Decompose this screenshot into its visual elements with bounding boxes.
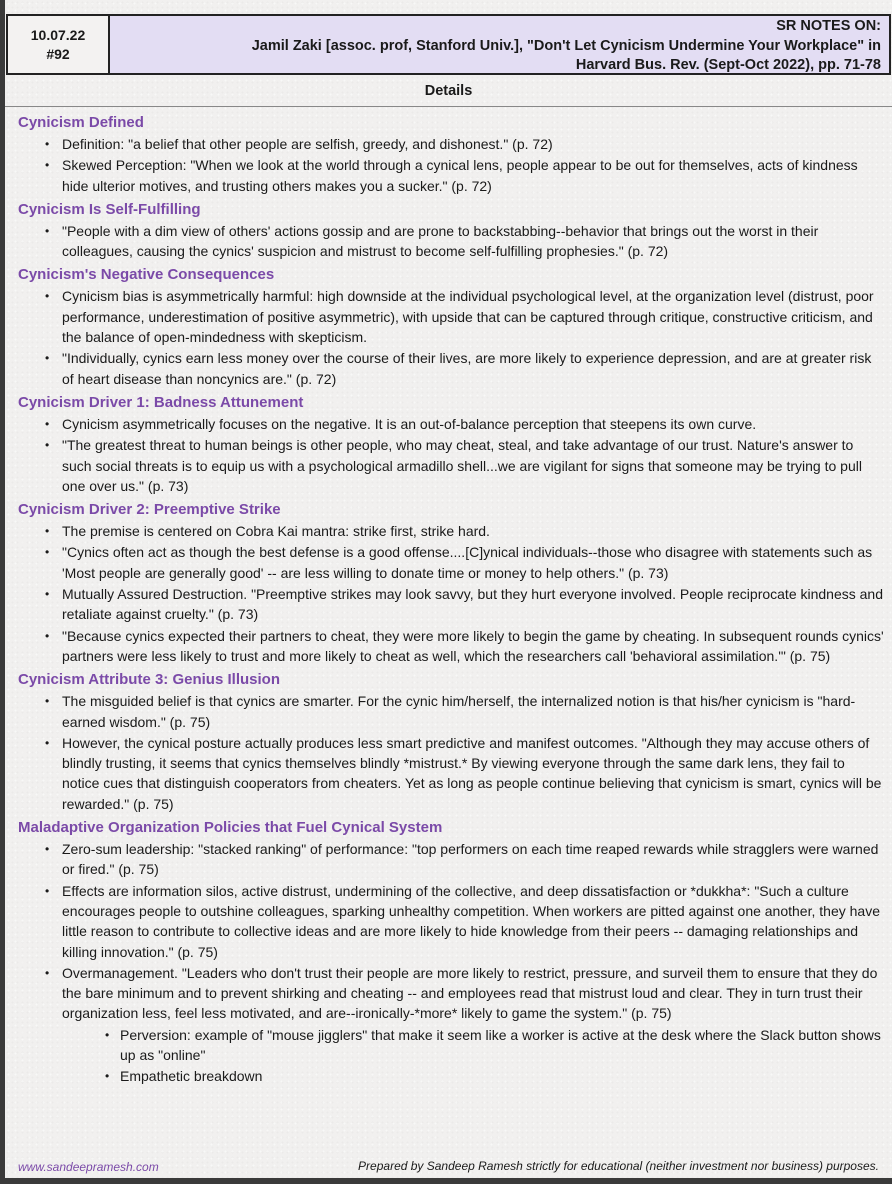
section-title: Cynicism Defined bbox=[18, 114, 144, 131]
section-driver-2 bbox=[5, 499, 892, 666]
section-title: Cynicism's Negative Consequences bbox=[18, 266, 275, 284]
bullet: • The premise is centered on Cobra Kai mantra: strike first, strike hard. bbox=[5, 521, 892, 541]
bullet: • Skewed Perception: "When we look at the world through a cynical lens, people appear to be out for themselves, acts of kindness hide ulterior motives, and trusting others makes you a sucker." (p. 72) bbox=[5, 155, 892, 196]
section-driver-1 bbox=[5, 392, 892, 496]
section-title: Cynicism Driver 1: Badness Attunement bbox=[18, 393, 304, 411]
date: 10.07.22 bbox=[30, 26, 86, 43]
sub-bullet: • Perversion: example of "mouse jigglers" that make it seem like a worker is active at the desk where the Slack button shows up as "online" bbox=[5, 1025, 892, 1066]
citation-line-1: Jamil Zaki [assoc. prof, Stanford Univ.], "Don't Let Cynicism Undermine Your Workplace" in bbox=[251, 37, 881, 54]
bullet: • Cynicism asymmetrically focuses on the negative. It is an out-of-balance perception that steepens its own curve. bbox=[5, 414, 892, 434]
section-title: Cynicism Attribute 3: Genius Illusion bbox=[18, 671, 280, 689]
section-self-fulfilling bbox=[5, 199, 892, 262]
bullet: • Effects are information silos, active distrust, undermining of the collective, and deep dissatisfaction or *dukkha*: "Such a culture encourages people to outshine colleagues, sparking unhealthy competition. When workers are pitted against one another, they have little reason to contribute to collective ideas and are more likely to hide knowledge from their peers -- damaging relationships and killing innovation." (p. 75) bbox=[5, 881, 892, 962]
details-heading: Details bbox=[5, 75, 892, 107]
notes-label: SR NOTES ON: bbox=[776, 18, 881, 34]
website-link[interactable]: www.sandeepramesh.com bbox=[18, 1160, 159, 1174]
section-cynicism-defined bbox=[5, 112, 892, 196]
citation-line-2: Harvard Bus. Rev. (Sept-Oct 2022), pp. 71-78 bbox=[575, 57, 881, 73]
content bbox=[5, 112, 892, 1090]
bullet: • Definition: "a belief that other people are selfish, greedy, and dishonest." (p. 72) bbox=[5, 134, 892, 154]
bullet: • The misguided belief is that cynics are smarter. For the cynic him/herself, the internalized notion is that his/her cynicism is "hard-earned wisdom." (p. 75) bbox=[5, 691, 892, 732]
section-attribute-3 bbox=[5, 669, 892, 814]
section-title: Cynicism Is Self-Fulfilling bbox=[18, 200, 201, 218]
bullet: • "Cynics often act as though the best defense is a good offense....[C]ynical individuals--those who disagree with statements such as 'Most people are generally good' -- are less willing to donate time or money to help others." (p. 73) bbox=[5, 542, 892, 583]
bullet: • Mutually Assured Destruction. "Preemptive strikes may look savvy, but they hurt everyone involved. People reciprocate kindness and retaliate against cruelty." (p. 73) bbox=[5, 584, 892, 625]
bullet: • "Because cynics expected their partners to cheat, they were more likely to begin the game by cheating. In subsequent rounds cynics' partners were less likely to trust and more likely to cheat as well, which the researchers call 'behavioral assimilation.'" (p. 75) bbox=[5, 626, 892, 667]
bullet: • Cynicism bias is asymmetrically harmful: high downside at the individual psychological level, at the organization level (distrust, poor performance, underestimation of positive asymmetric), with upside that can be captured through critique, constructive criticism, and the balance of open-mindedness with skepticism. bbox=[5, 286, 892, 347]
sub-bullet: • Empathetic breakdown bbox=[5, 1066, 892, 1086]
title-box bbox=[110, 16, 889, 73]
section-title: Maladaptive Organization Policies that Fuel Cynical System bbox=[18, 819, 443, 837]
disclaimer: Prepared by Sandeep Ramesh strictly for educational (neither investment nor business) purposes. bbox=[358, 1159, 879, 1173]
notes-page bbox=[5, 0, 892, 1178]
bullet: • Zero-sum leadership: "stacked ranking" of performance: "top performers on each time reaped rewards while stragglers were warned or fired." (p. 75) bbox=[5, 839, 892, 880]
bullet: • However, the cynical posture actually produces less smart predictive and manifest outcomes. "Although they may accuse others of blindly trusting, it seems that cynics themselves blindly *mistrust.* By viewing everyone through the same dark lens, they fail to notice cues that distinguish cooperators from cheaters. Yet as long as people continue believing that cynicism is smart, cynics will be rewarded." (p. 75) bbox=[5, 733, 892, 814]
bullet: • "People with a dim view of others' actions gossip and are prone to backstabbing--behavior that brings out the worst in their colleagues, causing the cynics' suspicion and mistrust to become self-fulfilling prophesies." (p. 72) bbox=[5, 221, 892, 262]
section-maladaptive-policies bbox=[5, 817, 892, 1087]
header bbox=[6, 14, 891, 75]
section-title: Cynicism Driver 2: Preemptive Strike bbox=[18, 501, 281, 519]
bullet: • "The greatest threat to human beings is other people, who may cheat, steal, and take advantage of our trust. Nature's answer to such social threats is to equip us with a psychological armadillo shell...we are vigilant for signs that someone may be trying to pull one over us." (p. 73) bbox=[5, 435, 892, 496]
section-negative-consequences bbox=[5, 264, 892, 388]
note-number: #92 bbox=[46, 45, 70, 62]
bullet: • "Individually, cynics earn less money over the course of their lives, are more likely to experience depression, and are at greater risk of heart disease than noncynics are." (p. 72) bbox=[5, 348, 892, 389]
bullet: • Overmanagement. "Leaders who don't trust their people are more likely to restrict, pressure, and surveil them to ensure that they do the bare minimum and to prevent shirking and cheating -- and employees read that mistrust loud and clear. They in turn trust their organization less, feel less motivated, and are--ironically-*more* likely to game the system." (p. 75) bbox=[5, 963, 892, 1024]
date-box bbox=[8, 16, 110, 73]
